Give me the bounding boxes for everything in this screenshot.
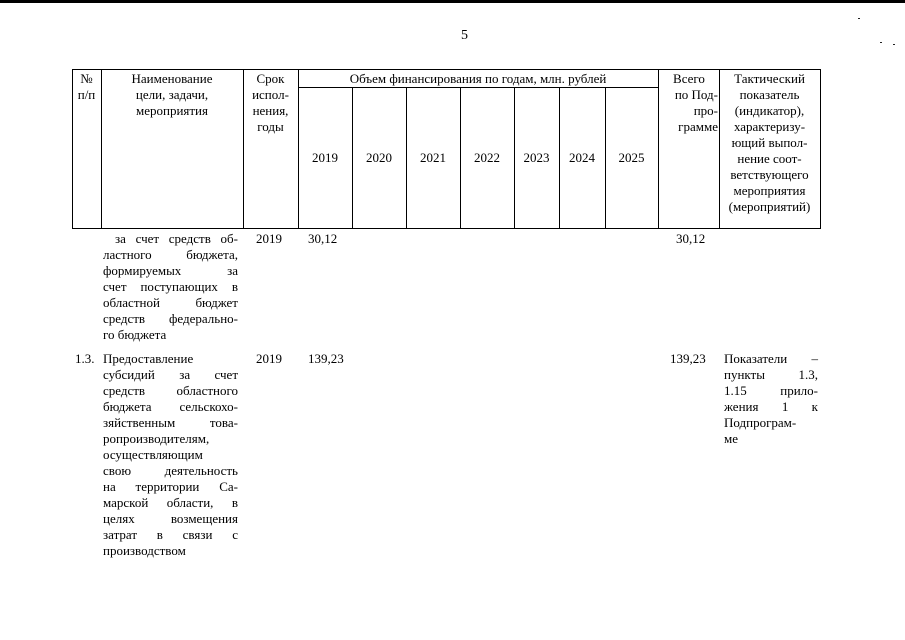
- header-funding-title: Объем финансирования по годам, млн. рублей: [349, 71, 607, 86]
- header-year: 2022: [474, 150, 500, 165]
- col-border: [658, 69, 659, 229]
- row-name-cell: за счет средств об- ластного бюджета, формируемых за счет поступающих в областной бюджет средств федерально- го бюджета: [103, 231, 238, 342]
- top-border-line: [0, 0, 905, 3]
- col-border: [298, 69, 299, 229]
- row-term: 2019: [256, 351, 282, 366]
- header-year: 2025: [618, 150, 645, 165]
- col-border: [820, 69, 821, 229]
- header-year: 2020: [366, 150, 392, 165]
- scan-speck: [893, 44, 895, 45]
- row-total: 139,23: [670, 351, 706, 366]
- header-year: 2023: [523, 150, 550, 165]
- header-year: 2021: [420, 150, 446, 165]
- header-term: Срок испол- нения, годы: [252, 71, 289, 134]
- row-total: 30,12: [676, 231, 706, 246]
- row-value-2019: 30,12: [308, 231, 338, 246]
- scan-speck: [858, 18, 860, 19]
- header-indicator: Тактический показатель (индикатор), характеризу- ющий выпол- нение соот- ветствующего мероприятия (мероприятий): [728, 71, 811, 214]
- header-year: 2024: [569, 150, 595, 165]
- header-num: № п/п: [77, 71, 96, 102]
- row-num: 1.3.: [75, 351, 95, 366]
- scan-speck: [880, 42, 882, 43]
- row-name-cell: Предоставление субсидий за счет средств областного бюджета сельскохо- зяйственным това- ропроизводителям, осуществляющим свою деятельность на территории Са- марской области, в целях возмещения затрат в связи с производством: [103, 351, 238, 558]
- row-value-2019: 139,23: [308, 351, 344, 366]
- table-top-border: [72, 69, 820, 70]
- header-bottom-border: [72, 228, 820, 229]
- row-indicator-cell: Показатели – пункты 1.3, 1.15 прило- жения 1 к Подпрограм- ме: [724, 351, 818, 446]
- page-number: 5: [461, 28, 468, 43]
- row-term: 2019: [256, 231, 282, 246]
- header-total: Всего по Под- про- грамме: [673, 71, 718, 134]
- header-year: 2019: [312, 150, 338, 165]
- header-name: Наименование цели, задачи, мероприятия: [131, 71, 213, 118]
